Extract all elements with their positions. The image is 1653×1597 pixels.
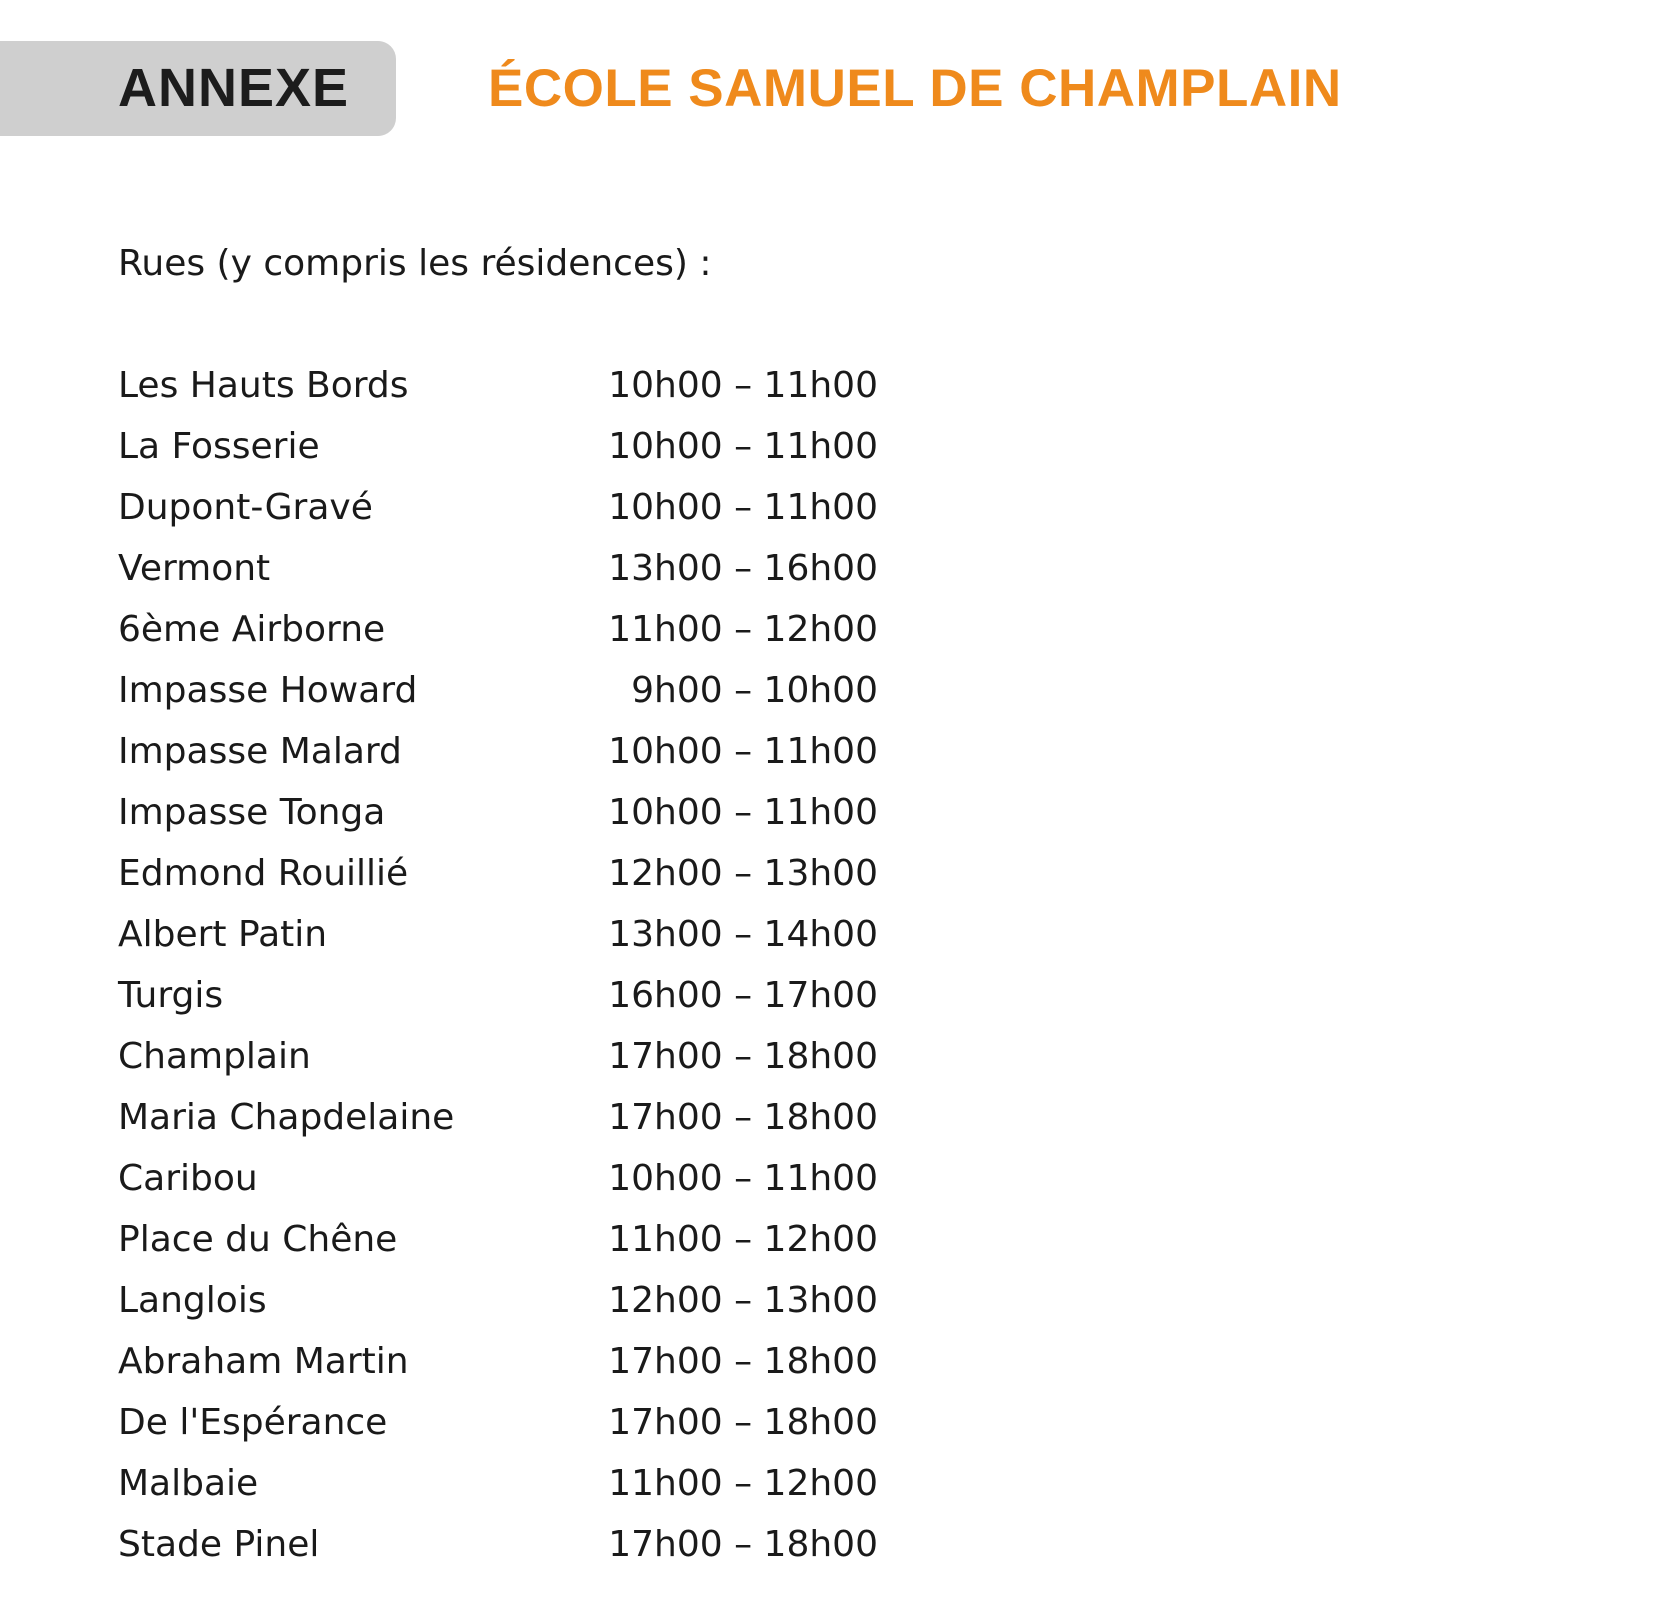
street-hours: 11h00 – 12h00: [608, 1463, 878, 1504]
street-row: [118, 599, 878, 660]
street-hours: 17h00 – 18h00: [608, 1341, 878, 1382]
street-hours: 9h00 – 10h00: [631, 670, 878, 711]
street-hours: 10h00 – 11h00: [608, 365, 878, 406]
street-hours: 10h00 – 11h00: [608, 792, 878, 833]
street-name: Abraham Martin: [118, 1341, 409, 1382]
street-name: Les Hauts Bords: [118, 365, 409, 406]
annex-label: ANNEXE: [118, 58, 350, 118]
street-row: [118, 477, 878, 538]
street-row: [118, 1026, 878, 1087]
street-hours: 10h00 – 11h00: [608, 487, 878, 528]
street-name: Albert Patin: [118, 914, 328, 955]
street-name: Malbaie: [118, 1463, 259, 1504]
street-name: De l'Espérance: [118, 1402, 388, 1443]
street-name: Turgis: [118, 975, 224, 1016]
street-row: [118, 1087, 878, 1148]
street-row: [118, 721, 878, 782]
annex-tab: [0, 41, 396, 136]
street-name: 6ème Airborne: [118, 609, 386, 650]
street-hours: 13h00 – 16h00: [608, 548, 878, 589]
street-hours: 12h00 – 13h00: [608, 853, 878, 894]
street-name: Edmond Rouillié: [118, 853, 409, 894]
street-row: [118, 355, 878, 416]
street-name: Impasse Tonga: [118, 792, 386, 833]
street-row: [118, 904, 878, 965]
street-hours: 10h00 – 11h00: [608, 1158, 878, 1199]
street-hours: 11h00 – 12h00: [608, 609, 878, 650]
street-hours: 17h00 – 18h00: [608, 1036, 878, 1077]
street-hours: 17h00 – 18h00: [608, 1402, 878, 1443]
street-hours: 10h00 – 11h00: [608, 731, 878, 772]
street-name: Maria Chapdelaine: [118, 1097, 455, 1138]
school-title: ÉCOLE SAMUEL DE CHAMPLAIN: [488, 59, 1342, 118]
street-row: [118, 1209, 878, 1270]
street-hours: 16h00 – 17h00: [608, 975, 878, 1016]
street-name: Impasse Howard: [118, 670, 418, 711]
street-row: [118, 965, 878, 1026]
street-hours: 10h00 – 11h00: [608, 426, 878, 467]
street-name: Vermont: [118, 548, 271, 589]
street-row: [118, 1148, 878, 1209]
street-hours: 12h00 – 13h00: [608, 1280, 878, 1321]
street-name: Dupont-Gravé: [118, 487, 373, 528]
intro-text: Rues (y compris les résidences) :: [118, 243, 712, 284]
street-name: Champlain: [118, 1036, 311, 1077]
street-row: [118, 1331, 878, 1392]
street-row: [118, 1270, 878, 1331]
street-row: [118, 1392, 878, 1453]
street-name: Impasse Malard: [118, 731, 402, 772]
street-name: Caribou: [118, 1158, 258, 1199]
street-hours: 11h00 – 12h00: [608, 1219, 878, 1260]
street-row: [118, 782, 878, 843]
street-name: La Fosserie: [118, 426, 320, 467]
street-row: [118, 660, 878, 721]
street-name: Langlois: [118, 1280, 267, 1321]
street-hours: 13h00 – 14h00: [608, 914, 878, 955]
street-hours: 17h00 – 18h00: [608, 1524, 878, 1565]
street-row: [118, 538, 878, 599]
street-hours: 17h00 – 18h00: [608, 1097, 878, 1138]
street-name: Place du Chêne: [118, 1219, 398, 1260]
street-row: [118, 843, 878, 904]
street-row: [118, 416, 878, 477]
street-schedule-list: [118, 355, 878, 1575]
street-row: [118, 1514, 878, 1575]
street-name: Stade Pinel: [118, 1524, 320, 1565]
street-row: [118, 1453, 878, 1514]
